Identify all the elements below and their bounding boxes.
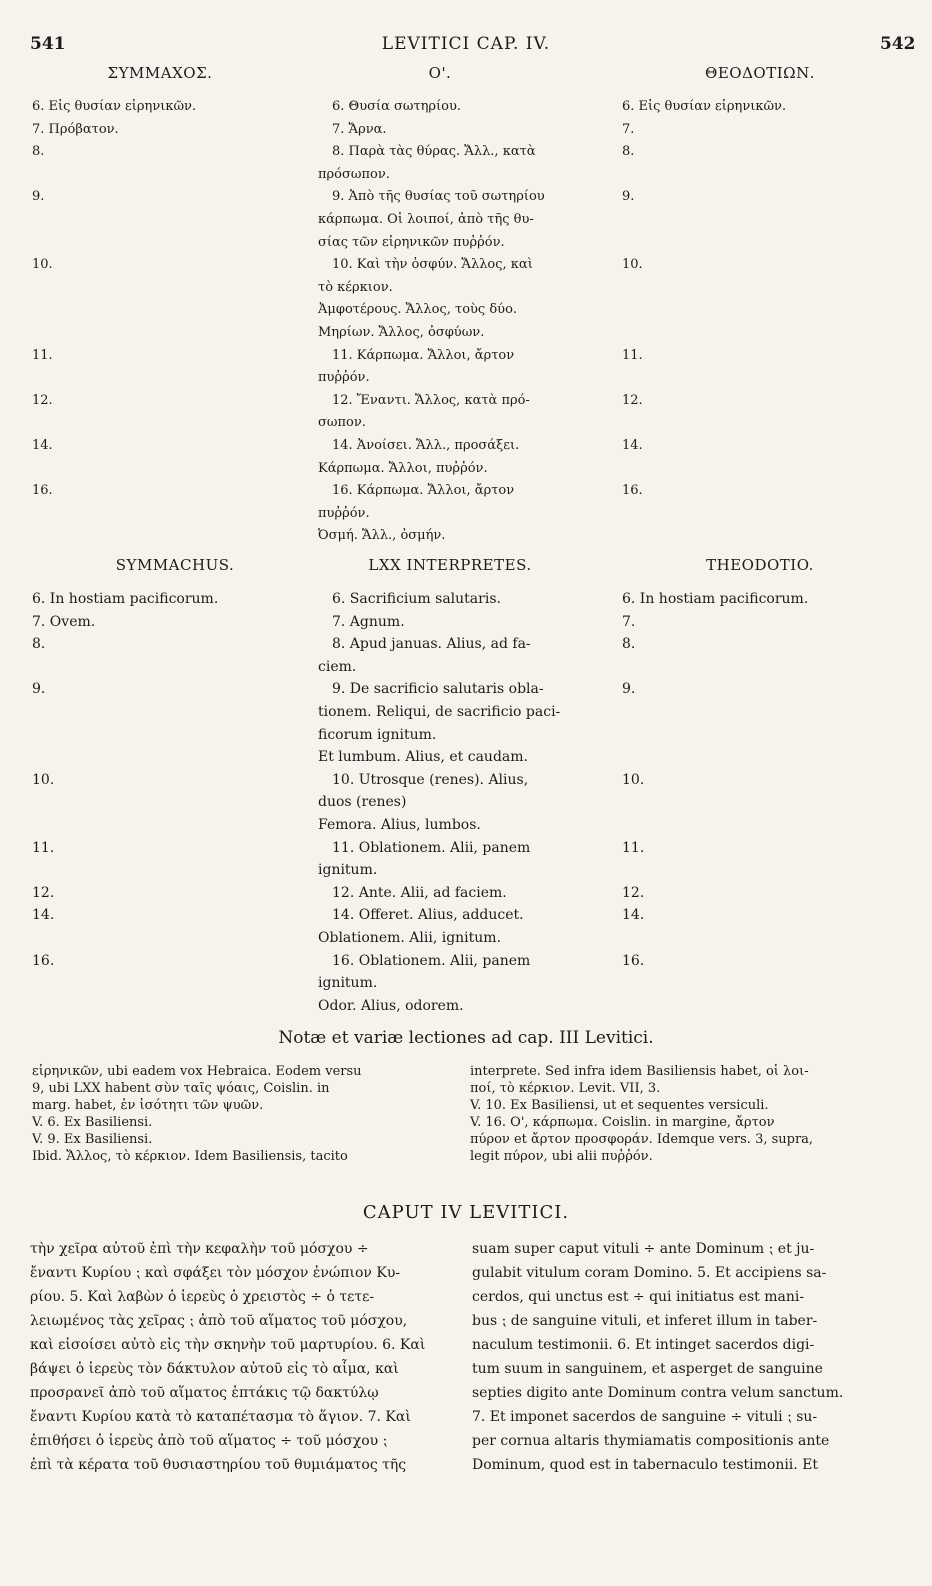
latin-body-line-7: 7. Et imponet sacerdos de sanguine ÷ vituli ⁏ su- — [472, 1409, 818, 1425]
latin-row-left-7: 14. — [32, 907, 55, 924]
latin-row-center-4-2: Femora. Alius, lumbos. — [318, 817, 481, 833]
greek-row-left-6: 12. — [32, 392, 53, 408]
greek-row-right-5: 11. — [622, 347, 643, 363]
latin-row-center-8-2: Odor. Alius, odorem. — [318, 997, 464, 1014]
latin-row-right-5: 11. — [622, 839, 645, 856]
note-left-line-2: marg. habet, ἐν ἰσότητι τῶν ψυῶν. — [32, 1098, 264, 1113]
latin-row-left-3: 9. — [32, 681, 46, 698]
greek-row-center-6-0: 12. Ἔναντι. Ἄλλος, κατὰ πρό- — [332, 392, 530, 408]
latin-body-line-9: Dominum, quod est in tabernaculo testimonii. Et — [472, 1457, 819, 1473]
greek-row-right-2: 8. — [622, 144, 635, 160]
latin-row-left-8: 16. — [32, 952, 55, 969]
page-number-right: 542 — [880, 34, 916, 54]
latin-row-center-6-0: 12. Ante. Alii, ad faciem. — [332, 884, 507, 901]
note-right-line-0: interprete. Sed infra idem Basiliensis habet, οἱ λοι- — [470, 1064, 809, 1079]
greek-row-center-8-2: Ὀσμή. Ἄλλ., ὀσμήν. — [318, 528, 446, 544]
greek-header-symmachus: ΣΥΜΜΑΧΟΣ. — [107, 64, 213, 82]
latin-body-line-0: suam super caput vituli ÷ ante Dominum ⁏ et ju- — [472, 1241, 815, 1257]
greek-row-center-5-1: πυῤῥόν. — [318, 370, 370, 386]
greek-row-center-8-0: 16. Κάρπωμα. Ἄλλοι, ἄρτον — [332, 483, 515, 499]
latin-header-symmachus: SYMMACHUS. — [115, 556, 235, 574]
greek-row-center-3-1: κάρπωμα. Οἱ λοιποί, ἀπὸ τῆς θυ- — [318, 212, 534, 227]
greek-row-center-0-0: 6. Θυσία σωτηρίου. — [332, 99, 462, 114]
greek-row-center-4-1: τὸ κέρκιον. — [318, 279, 393, 295]
greek-row-left-0: 6. Εἰς θυσίαν εἰρηνικῶν. — [32, 99, 197, 114]
greek-body-line-5: βάψει ὁ ἱερεὺς τὸν δάκτυλον αὐτοῦ εἰς τὸ αἷμα, καὶ — [30, 1361, 399, 1377]
latin-row-center-3-0: 9. De sacrificio salutaris obla- — [332, 681, 544, 698]
greek-row-center-4-3: Μηρίων. Ἄλλος, ὀσφύων. — [318, 325, 485, 340]
notes-left-column — [32, 1063, 452, 1165]
note-right-line-3: V. 16. Ο', κάρπωμα. Coislin. in margine, ἄρτον — [470, 1115, 775, 1130]
page-number-left: 541 — [30, 34, 66, 54]
latin-row-right-1: 7. — [622, 613, 636, 630]
note-right-line-5: legit πύρον, ubi alii πυῤῥόν. — [470, 1149, 653, 1164]
note-left-line-3: V. 6. Ex Basiliensi. — [32, 1115, 153, 1130]
note-left-line-5: Ibid. Ἄλλος, τὸ κέρκιον. Idem Basiliensis, tacito — [32, 1149, 348, 1164]
latin-row-right-0: 6. In hostiam pacificorum. — [622, 591, 809, 607]
greek-body-line-0: τὴν χεῖρα αὐτοῦ ἐπὶ τὴν κεφαλὴν τοῦ μόσχου ÷ — [30, 1241, 369, 1257]
greek-row-left-8: 16. — [32, 483, 53, 499]
greek-row-center-7-0: 14. Ἀνοίσει. Ἄλλ., προσάξει. — [332, 438, 520, 453]
greek-row-center-8-1: πυῤῥόν. — [318, 505, 370, 521]
latin-row-right-8: 16. — [622, 952, 645, 969]
greek-row-right-7: 14. — [622, 438, 643, 453]
latin-header-theodotio: THEODOTIO. — [706, 556, 814, 574]
latin-row-center-2-0: 8. Apud januas. Alius, ad fa- — [332, 636, 531, 653]
greek-body-line-6: προσρανεῖ ἀπὸ τοῦ αἵματος ἑπτάκις τῷ δακτύλῳ — [30, 1385, 379, 1401]
greek-row-center-2-1: πρόσωπον. — [318, 166, 390, 182]
note-left-line-1: 9, ubi LXX habent σὺν ταῖς ψόαις, Coislin. in — [32, 1081, 330, 1096]
greek-text-column — [30, 1237, 450, 1477]
greek-row-center-1-0: 7. Ἄρνα. — [332, 121, 387, 137]
greek-body-line-1: ἔναντι Κυρίου ⁏ καὶ σφάξει τὸν μόσχον ἐνώπιον Κυ- — [30, 1265, 401, 1281]
latin-row-center-3-3: Et lumbum. Alius, et caudam. — [318, 749, 528, 766]
greek-row-right-1: 7. — [622, 121, 635, 137]
latin-row-center-8-1: ignitum. — [318, 975, 378, 992]
latin-row-right-3: 9. — [622, 681, 636, 698]
latin-row-center-7-1: Oblationem. Alii, ignitum. — [318, 930, 502, 946]
chapter-title: CAPUT IV LEVITICI. — [362, 1202, 570, 1223]
greek-row-right-3: 9. — [622, 189, 635, 205]
latin-body-line-1: gulabit vitulum coram Domino. 5. Et accipiens sa- — [472, 1265, 827, 1281]
note-right-line-1: ποί, τὸ κέρκιον. Levit. VII, 3. — [470, 1081, 661, 1096]
greek-row-center-6-1: σωπον. — [318, 415, 366, 431]
greek-row-right-6: 12. — [622, 392, 643, 408]
greek-row-left-5: 11. — [32, 347, 53, 363]
latin-body-line-6: septies digito ante Dominum contra velum sanctum. — [472, 1385, 844, 1401]
greek-row-center-4-0: 10. Καὶ τὴν ὀσφύν. Ἄλλος, καὶ — [332, 257, 533, 273]
greek-row-center-5-0: 11. Κάρπωμα. Ἄλλοι, ἄρτον — [332, 347, 515, 363]
latin-body-line-3: bus ⁏ de sanguine vituli, et inferet illum in taber- — [472, 1313, 818, 1329]
latin-row-center-0-0: 6. Sacrificium salutaris. — [332, 591, 501, 607]
greek-row-center-3-2: σίας τῶν εἰρηνικῶν πυῤῥόν. — [318, 234, 505, 250]
greek-header-theodotion: ΘΕΟΔΟΤΙΩΝ. — [705, 64, 815, 82]
greek-row-left-2: 8. — [32, 144, 45, 160]
latin-body-line-2: cerdos, qui unctus est ÷ qui initiatus est mani- — [472, 1289, 805, 1305]
note-left-line-4: V. 9. Ex Basiliensi. — [32, 1132, 153, 1147]
latin-row-center-4-1: duos (renes) — [318, 794, 407, 811]
greek-row-left-3: 9. — [32, 189, 45, 205]
note-right-line-2: V. 10. Ex Basiliensi, ut et sequentes versiculi. — [470, 1098, 769, 1113]
latin-row-left-2: 8. — [32, 636, 46, 653]
greek-body-line-3: λειωμένος τὰς χεῖρας ⁏ ἀπὸ τοῦ αἵματος τοῦ μόσχου, — [30, 1313, 408, 1329]
greek-body-line-9: ἐπὶ τὰ κέρατα τοῦ θυσιαστηρίου τοῦ θυμιάματος τῆς — [30, 1457, 407, 1473]
note-left-line-0: εἰρηνικῶν, ubi eadem vox Hebraica. Eodem versu — [32, 1064, 362, 1079]
latin-row-right-7: 14. — [622, 907, 645, 924]
latin-row-center-5-0: 11. Oblationem. Alii, panem — [332, 839, 531, 856]
note-right-line-4: πύρον et ἄρτον προσφοράν. Idemque vers. 3, supra, — [470, 1132, 814, 1147]
greek-body-line-8: ἐπιθήσει ὁ ἱερεὺς ἀπὸ τοῦ αἵματος ÷ τοῦ μόσχου ⁏ — [30, 1433, 388, 1449]
latin-row-left-4: 10. — [32, 771, 55, 788]
greek-row-center-3-0: 9. Ἀπὸ τῆς θυσίας τοῦ σωτηρίου — [332, 189, 545, 205]
latin-body-line-8: per cornua altaris thymiamatis compositionis ante — [472, 1433, 830, 1449]
greek-row-right-4: 10. — [622, 257, 643, 273]
notes-title: Notæ et variæ lectiones ad cap. III Levitici. — [278, 1028, 654, 1048]
latin-row-left-0: 6. In hostiam pacificorum. — [32, 591, 219, 607]
greek-row-right-8: 16. — [622, 483, 643, 499]
latin-row-center-5-1: ignitum. — [318, 862, 378, 879]
latin-row-center-2-1: ciem. — [318, 658, 357, 675]
latin-row-center-8-0: 16. Oblationem. Alii, panem — [332, 952, 531, 969]
latin-header-lxx: LXX INTERPRETES. — [368, 556, 532, 574]
notes-right-column — [470, 1063, 890, 1165]
latin-row-left-5: 11. — [32, 839, 55, 856]
latin-row-center-3-1: tionem. Reliqui, de sacrificio paci- — [318, 704, 561, 720]
greek-row-center-2-0: 8. Παρὰ τὰς θύρας. Ἄλλ., κατὰ — [332, 144, 536, 160]
latin-row-center-1-0: 7. Agnum. — [332, 613, 405, 630]
greek-body-line-4: καὶ εἰσοίσει αὐτὸ εἰς τὴν σκηνὴν τοῦ μαρτυρίου. 6. Καὶ — [30, 1337, 426, 1353]
greek-body-line-2: ρίου. 5. Καὶ λαβὼν ὁ ἱερεὺς ὁ χρειστὸς ÷ ὁ τετε- — [30, 1289, 375, 1305]
greek-row-left-7: 14. — [32, 438, 53, 453]
greek-row-left-4: 10. — [32, 257, 53, 273]
latin-row-right-2: 8. — [622, 636, 636, 653]
latin-row-left-6: 12. — [32, 884, 55, 901]
latin-row-right-4: 10. — [622, 771, 645, 788]
latin-body-line-5: tum suum in sanguinem, et asperget de sanguine — [472, 1361, 823, 1377]
greek-body-line-7: ἔναντι Κυρίου κατὰ τὸ καταπέτασμα τὸ ἅγιον. 7. Καὶ — [30, 1409, 411, 1425]
latin-row-center-4-0: 10. Utrosque (renes). Alius, — [332, 771, 529, 788]
greek-row-right-0: 6. Εἰς θυσίαν εἰρηνικῶν. — [622, 99, 787, 114]
latin-body-line-4: naculum testimonii. 6. Et intinget sacerdos digi- — [472, 1337, 815, 1353]
latin-row-right-6: 12. — [622, 884, 645, 901]
latin-text-column — [472, 1237, 892, 1477]
greek-row-center-7-1: Κάρπωμα. Ἄλλοι, πυῤῥόν. — [318, 460, 488, 476]
greek-row-left-1: 7. Πρόβατον. — [32, 121, 119, 137]
running-title: LEVITICI CAP. IV. — [381, 34, 551, 54]
latin-row-center-3-2: ficorum ignitum. — [318, 726, 437, 743]
latin-row-left-1: 7. Ovem. — [32, 613, 96, 630]
latin-row-center-7-0: 14. Offeret. Alius, adducet. — [332, 907, 524, 924]
greek-row-center-4-2: Ἀμφοτέρους. Ἄλλος, τοὺς δύο. — [318, 302, 518, 318]
greek-header-lxx: Ο'. — [428, 64, 452, 82]
